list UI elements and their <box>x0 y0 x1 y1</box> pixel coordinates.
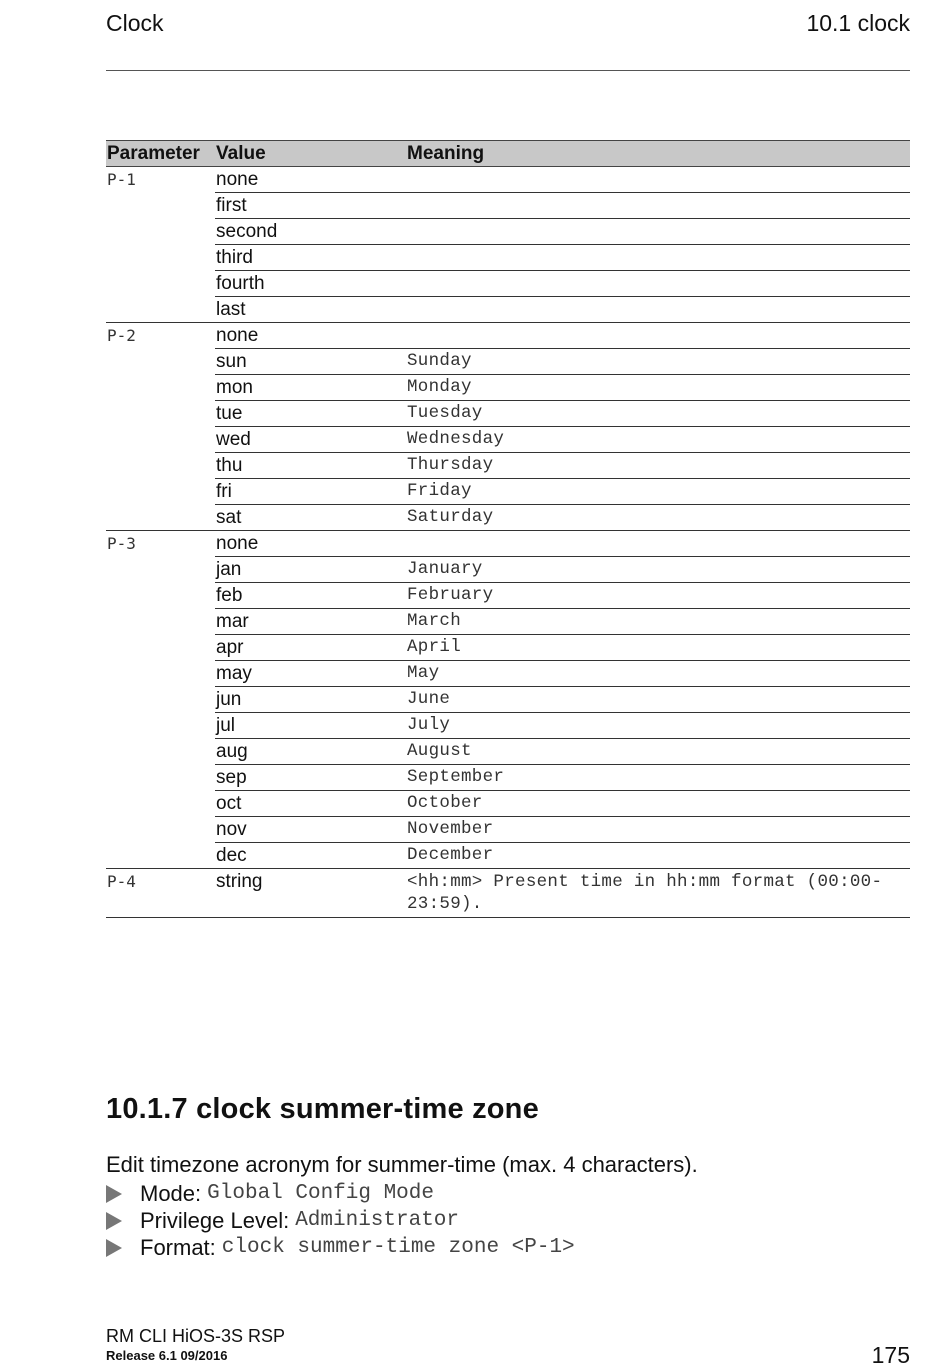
table-row <box>106 349 910 375</box>
header-rule <box>106 70 910 71</box>
value-cell: fourth <box>215 271 406 297</box>
footer-document-title: RM CLI HiOS-3S RSP <box>106 1326 286 1346</box>
table-row <box>106 505 910 531</box>
parameter-cell: P-3 <box>107 534 136 553</box>
section-description: Edit timezone acronym for summer-time (max. 4 characters). <box>106 1152 698 1177</box>
mode-value: Global Config Mode <box>207 1182 434 1205</box>
value-cell: tue <box>215 401 406 427</box>
table-row <box>106 427 910 453</box>
meaning-cell: November <box>406 817 910 843</box>
value-cell: oct <box>215 791 406 817</box>
parameter-cell <box>106 401 215 427</box>
table-row <box>106 271 910 297</box>
value-cell: none <box>215 323 406 349</box>
list-item-format <box>106 1234 575 1261</box>
value-cell: jun <box>215 687 406 713</box>
meaning-cell: August <box>406 739 910 765</box>
parameter-cell <box>106 297 215 323</box>
meaning-cell <box>406 531 910 557</box>
meaning-cell <box>406 323 910 349</box>
value-cell: fri <box>215 479 406 505</box>
meaning-cell: Monday <box>406 375 910 401</box>
value-cell: third <box>215 245 406 271</box>
parameter-cell <box>106 661 215 687</box>
parameter-cell <box>106 713 215 739</box>
value-cell: second <box>215 219 406 245</box>
parameter-cell: P-1 <box>107 170 136 189</box>
parameter-cell <box>106 609 215 635</box>
value-cell: may <box>215 661 406 687</box>
table-row <box>106 869 910 918</box>
property-list <box>106 1180 575 1261</box>
table-row <box>106 401 910 427</box>
value-cell: aug <box>215 739 406 765</box>
table-row <box>106 297 910 323</box>
table-row <box>106 583 910 609</box>
value-cell: mon <box>215 375 406 401</box>
table-row <box>106 219 910 245</box>
meaning-cell: <hh:mm> Present time in hh:mm format (00:00-23:59). <box>406 869 910 918</box>
table-row <box>106 765 910 791</box>
meaning-cell <box>406 167 910 193</box>
value-cell: jul <box>215 713 406 739</box>
table-row <box>106 245 910 271</box>
column-header-meaning: Meaning <box>406 141 910 167</box>
privilege-level-value: Administrator <box>295 1209 460 1232</box>
triangle-bullet-icon <box>106 1239 122 1257</box>
triangle-bullet-icon <box>106 1185 122 1203</box>
value-cell: wed <box>215 427 406 453</box>
meaning-cell: Sunday <box>406 349 910 375</box>
format-value: clock summer-time zone <P-1> <box>221 1236 575 1259</box>
value-cell: nov <box>215 817 406 843</box>
value-cell: first <box>215 193 406 219</box>
value-cell: mar <box>215 609 406 635</box>
section-title: 10.1.7 clock summer-time zone <box>106 1093 539 1125</box>
meaning-cell: December <box>406 843 910 869</box>
meaning-cell <box>406 193 910 219</box>
parameter-cell <box>106 375 215 401</box>
meaning-cell: June <box>406 687 910 713</box>
value-cell: jan <box>215 557 406 583</box>
parameter-cell <box>106 245 215 271</box>
running-header-left: Clock <box>106 10 164 36</box>
meaning-cell: March <box>406 609 910 635</box>
table-row <box>106 791 910 817</box>
value-cell: thu <box>215 453 406 479</box>
column-header-value: Value <box>215 141 406 167</box>
column-header-parameter: Parameter <box>106 141 215 167</box>
parameter-cell <box>106 843 215 869</box>
meaning-cell: February <box>406 583 910 609</box>
format-label: Format: <box>140 1234 216 1260</box>
footer-release: Release 6.1 09/2016 <box>106 1348 228 1363</box>
meaning-cell: Wednesday <box>406 427 910 453</box>
value-cell: sun <box>215 349 406 375</box>
meaning-cell: Tuesday <box>406 401 910 427</box>
parameter-cell <box>106 557 215 583</box>
meaning-cell: Friday <box>406 479 910 505</box>
table-row <box>106 323 910 349</box>
meaning-cell: July <box>406 713 910 739</box>
table-row <box>106 167 910 193</box>
meaning-cell <box>406 245 910 271</box>
table-row <box>106 557 910 583</box>
table-row <box>106 817 910 843</box>
meaning-cell <box>406 219 910 245</box>
list-item-privilege-level <box>106 1207 575 1234</box>
value-cell: sat <box>215 505 406 531</box>
parameter-cell <box>106 505 215 531</box>
meaning-cell: January <box>406 557 910 583</box>
value-cell: none <box>215 531 406 557</box>
mode-label: Mode: <box>140 1180 202 1206</box>
parameter-cell <box>106 687 215 713</box>
parameter-cell: P-2 <box>107 326 136 345</box>
value-cell: string <box>215 869 406 918</box>
table-row <box>106 479 910 505</box>
table-row <box>106 453 910 479</box>
parameter-cell <box>106 765 215 791</box>
meaning-cell: September <box>406 765 910 791</box>
value-cell: feb <box>215 583 406 609</box>
privilege-level-label: Privilege Level: <box>140 1207 290 1233</box>
parameter-cell <box>106 349 215 375</box>
value-cell: apr <box>215 635 406 661</box>
table-row <box>106 739 910 765</box>
page-number: 175 <box>871 1342 910 1368</box>
table-row <box>106 193 910 219</box>
parameter-cell <box>106 219 215 245</box>
running-header-right: 10.1 clock <box>806 10 910 36</box>
meaning-cell: May <box>406 661 910 687</box>
table-row <box>106 531 910 557</box>
list-item-mode <box>106 1180 575 1207</box>
table-row <box>106 375 910 401</box>
meaning-cell <box>406 271 910 297</box>
parameter-cell <box>106 583 215 609</box>
table-row <box>106 661 910 687</box>
parameter-table <box>106 140 910 918</box>
meaning-cell: Saturday <box>406 505 910 531</box>
parameter-cell <box>106 479 215 505</box>
parameter-cell <box>106 271 215 297</box>
meaning-cell <box>406 297 910 323</box>
meaning-cell: Thursday <box>406 453 910 479</box>
value-cell: none <box>215 167 406 193</box>
table-row <box>106 843 910 869</box>
parameter-cell <box>106 817 215 843</box>
parameter-cell <box>106 791 215 817</box>
value-cell: sep <box>215 765 406 791</box>
parameter-cell <box>106 193 215 219</box>
meaning-cell: October <box>406 791 910 817</box>
table-row <box>106 609 910 635</box>
triangle-bullet-icon <box>106 1212 122 1230</box>
parameter-cell <box>106 427 215 453</box>
parameter-cell <box>106 739 215 765</box>
value-cell: dec <box>215 843 406 869</box>
table-row <box>106 687 910 713</box>
meaning-cell: April <box>406 635 910 661</box>
table-row <box>106 635 910 661</box>
parameter-cell <box>106 453 215 479</box>
parameter-cell <box>106 635 215 661</box>
parameter-cell: P-4 <box>106 869 215 918</box>
table-header-row <box>106 141 910 167</box>
table-row <box>106 713 910 739</box>
value-cell: last <box>215 297 406 323</box>
